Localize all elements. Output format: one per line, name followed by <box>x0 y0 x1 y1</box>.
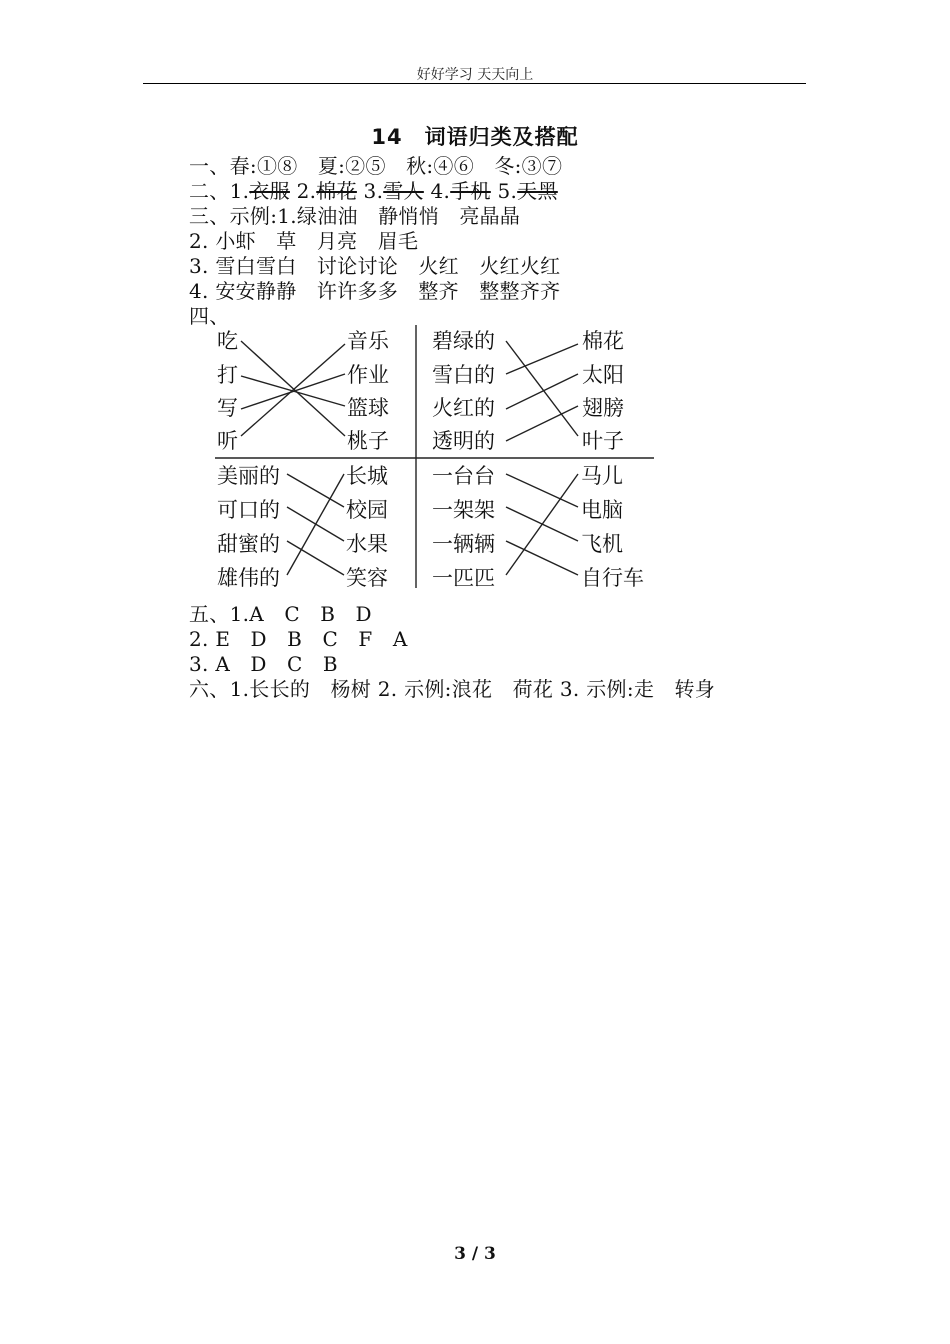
q3-left-word-4: 雄伟的 <box>217 566 280 590</box>
answer-section-4-label: 四、 <box>189 304 230 328</box>
q1-right-word-1: 音乐 <box>347 329 389 353</box>
q4-left-word-4: 一匹匹 <box>432 566 495 590</box>
answer-section-5-line-1: 五、1.A C B D <box>189 602 372 626</box>
page-header: 好好学习 天天向上 <box>416 67 534 83</box>
q1-right-word-4: 桃子 <box>347 429 389 453</box>
q4-left-word-2: 一架架 <box>432 498 495 522</box>
match-line-jiajia-feiji <box>506 507 578 541</box>
match-line-liangliang-zixingche <box>506 541 578 575</box>
section-2-item-1-word: 衣服 <box>249 179 290 203</box>
q4-right-word-3: 飞机 <box>581 532 623 556</box>
q2-left-word-4: 透明的 <box>432 429 495 453</box>
section-2-item-3-num: 3. <box>363 179 384 203</box>
section-2-item-4-word: 手机 <box>450 179 491 203</box>
section-2-item-2-num: 2. <box>296 179 317 203</box>
answer-section-6: 六、1.长长的 杨树 2. 示例:浪花 荷花 3. 示例:走 转身 <box>189 677 716 701</box>
q3-left-word-2: 可口的 <box>217 498 280 522</box>
match-line-kekou-shuiguo <box>287 507 344 541</box>
q1-left-word-3: 写 <box>217 396 238 420</box>
match-line-touming-chibang <box>506 406 578 441</box>
q1-left-word-1: 吃 <box>217 329 238 353</box>
match-line-bilv-yezi <box>506 341 578 436</box>
match-line-chi-taozi <box>241 341 345 436</box>
answer-section-5-line-3: 3. A D C B <box>189 652 338 676</box>
q2-left-word-2: 雪白的 <box>432 363 495 387</box>
match-line-taitai-diannao <box>506 474 578 507</box>
q4-right-word-2: 电脑 <box>581 498 623 522</box>
q2-right-word-4: 叶子 <box>582 429 624 453</box>
answer-section-3-line-3: 3. 雪白雪白 讨论讨论 火红 火红火红 <box>189 254 561 278</box>
q3-right-word-4: 笑容 <box>346 566 388 590</box>
q3-left-word-3: 甜蜜的 <box>217 532 280 556</box>
answer-section-3-line-4: 4. 安安静静 许许多多 整齐 整整齐齐 <box>189 279 561 303</box>
q4-left-word-3: 一辆辆 <box>432 532 495 556</box>
section-2-item-4-num: 4. <box>430 179 451 203</box>
q2-left-word-3: 火红的 <box>432 396 495 420</box>
section-2-item-2-word: 棉花 <box>316 179 357 203</box>
match-line-xuebai-mianhua <box>506 344 578 374</box>
match-line-pipi-maer <box>506 474 578 575</box>
q4-right-word-1: 马儿 <box>581 464 623 488</box>
q2-right-word-1: 棉花 <box>582 329 624 353</box>
answer-section-5-line-2: 2. E D B C F A <box>189 627 408 651</box>
section-2-item-5-word: 天黑 <box>517 179 558 203</box>
answer-section-3-line-2: 2. 小虾 草 月亮 眉毛 <box>189 229 419 253</box>
q3-right-word-1: 长城 <box>346 464 388 488</box>
match-line-meili-xiaoyuan <box>287 474 344 507</box>
q1-right-word-3: 篮球 <box>347 396 389 420</box>
q1-left-word-4: 听 <box>217 429 238 453</box>
q2-right-word-3: 翅膀 <box>582 396 624 420</box>
q3-left-word-1: 美丽的 <box>217 464 280 488</box>
q1-left-word-2: 打 <box>217 363 238 387</box>
q3-right-word-3: 水果 <box>346 532 388 556</box>
answer-section-1: 一、春:①⑧ 夏:②⑤ 秋:④⑥ 冬:③⑦ <box>189 154 563 178</box>
section-2-prefix: 二、 <box>189 179 230 203</box>
q1-right-word-2: 作业 <box>347 363 389 387</box>
match-line-xie-zuoye <box>241 374 345 409</box>
match-line-ting-yinyue <box>241 344 345 436</box>
header-divider <box>143 83 806 84</box>
q3-right-word-2: 校园 <box>346 498 388 522</box>
section-2-item-1-num: 1. <box>229 179 250 203</box>
q2-left-word-1: 碧绿的 <box>432 329 495 353</box>
q2-right-word-2: 太阳 <box>582 363 624 387</box>
page-number: 3 / 3 <box>454 1244 496 1264</box>
q4-left-word-1: 一台台 <box>432 464 495 488</box>
page-title: 14 词语归类及搭配 <box>371 125 579 149</box>
section-2-item-3-word: 雪人 <box>383 179 424 203</box>
match-line-xiongwei-changcheng <box>287 474 344 575</box>
q4-right-word-4: 自行车 <box>581 566 644 590</box>
match-line-huohong-taiyang <box>506 374 578 409</box>
section-2-item-5-num: 5. <box>497 179 518 203</box>
match-line-da-lanqiu <box>241 376 345 406</box>
match-line-tianmi-xiaorong <box>287 541 344 575</box>
answer-section-3-line-1: 三、示例:1.绿油油 静悄悄 亮晶晶 <box>189 204 521 228</box>
